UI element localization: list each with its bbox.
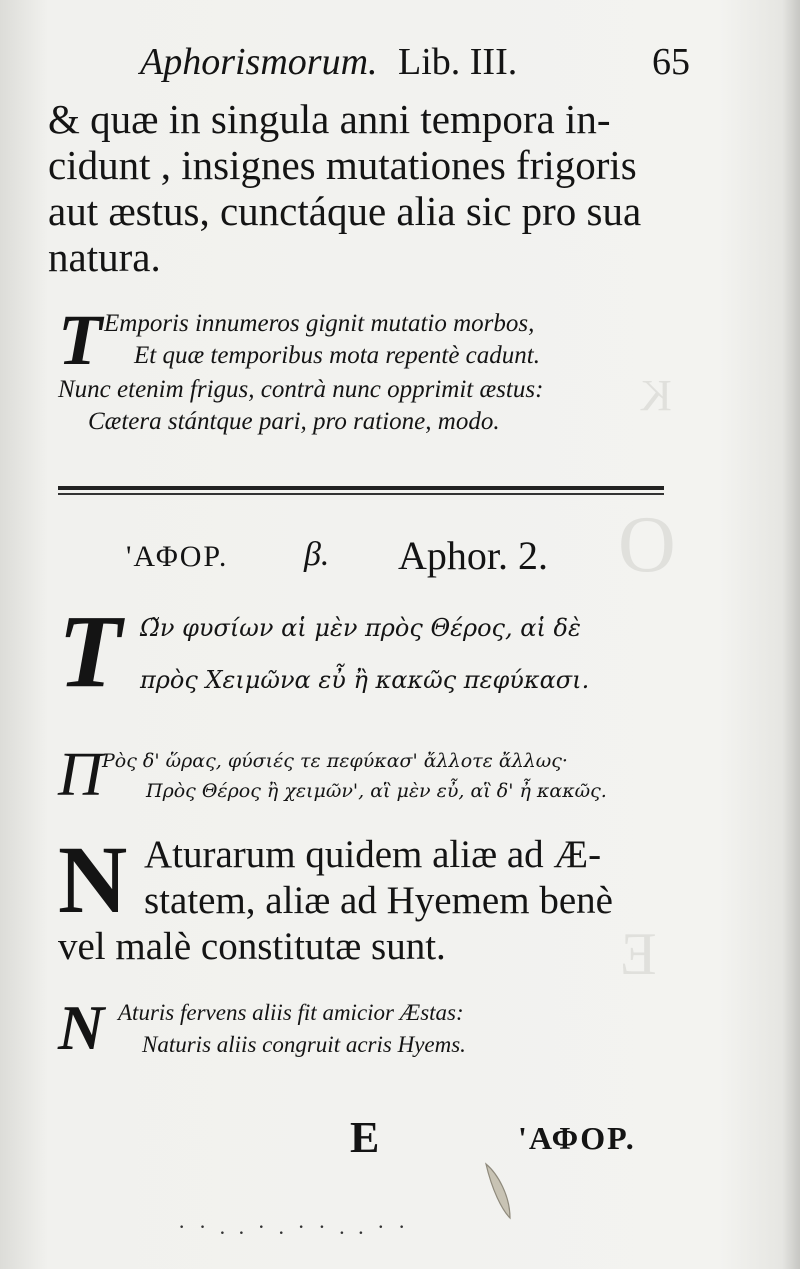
verse-line: Nunc etenim frigus, contrà nunc opprimit æstus: (58, 376, 544, 403)
verse-line: Emporis innumeros gignit mutatio morbos, (104, 310, 535, 337)
paper-speck-mark (480, 1160, 516, 1224)
latin-aphorism-label: Aphor. 2. (398, 533, 548, 578)
book-number: Lib. III. (398, 41, 518, 83)
bleed-through-mark: E (620, 921, 657, 987)
text-line: Aturarum quidem aliæ ad Æ- (144, 833, 602, 876)
catchword: 'ΑΦΟΡ. (518, 1120, 636, 1156)
greek-aphorism-text (58, 594, 678, 710)
signature-letter: E (350, 1113, 380, 1162)
bleed-through-mark: O (618, 501, 676, 589)
greek-verse-line: Πρὸς Θέρος ἢ χειμῶν', αἳ μὲν εὖ, αἳ δ' ἦ κακῶς. (146, 780, 607, 802)
greek-aphorism-label: 'ΑΦΟΡ. (126, 540, 229, 573)
verse-line: Aturis fervens aliis fit amicior Æstas: (118, 1000, 464, 1025)
running-title: Aphorismorum. (140, 41, 378, 83)
verse-line: Et quæ temporibus mota repentè cadunt. (134, 342, 540, 369)
drop-cap-initial: N (58, 826, 128, 933)
aphorism-heading (126, 532, 606, 586)
text-line: vel malè constitutæ sunt. (58, 925, 446, 968)
text-line: natura. (48, 234, 161, 280)
drop-cap-initial: Π (58, 741, 103, 809)
text-line: cidunt , insignes mutationes frigoris (48, 142, 637, 188)
section-divider-rule (58, 482, 664, 502)
page-edge-shadow (782, 0, 800, 1269)
greek-line: Ω̃ν φυσίων αἱ μὲν πρὸς Θέρος, αἱ δὲ (140, 614, 581, 642)
running-header (140, 40, 700, 96)
latin-aphorism-translation (58, 828, 688, 968)
greek-verse-paraphrase (58, 741, 678, 810)
verse-line: Cætera stántque pari, pro ratione, modo. (88, 408, 500, 435)
bleed-through-mark: K (640, 371, 672, 420)
latin-continuation-paragraph (48, 96, 688, 280)
text-line: & quæ in singula anni tempora in- (48, 96, 611, 142)
drop-cap-initial: N (58, 992, 105, 1063)
drop-cap-initial: T (58, 300, 102, 380)
latin-verse-paraphrase (58, 300, 658, 448)
page-number: 65 (652, 41, 690, 83)
verse-line: Naturis aliis congruit acris Hyems. (142, 1032, 466, 1057)
bleed-through-dots: · · . . · . · · . . · · (178, 1214, 410, 1239)
greek-aphorism-number: β. (304, 536, 330, 573)
latin-verse-couplet (58, 992, 678, 1063)
drop-cap-initial: T (58, 594, 122, 709)
text-line: aut æstus, cunctáque alia sic pro sua (48, 188, 642, 234)
text-line: statem, aliæ ad Hyemem benè (144, 879, 613, 922)
greek-line: πρὸς Χειμῶνα εὖ ἢ κακῶς πεφύκασι. (140, 666, 590, 694)
greek-verse-line: Ρὸς δ' ὥρας, φύσιές τε πεφύκασ' ἄλλοτε ἄλλως· (102, 750, 568, 772)
